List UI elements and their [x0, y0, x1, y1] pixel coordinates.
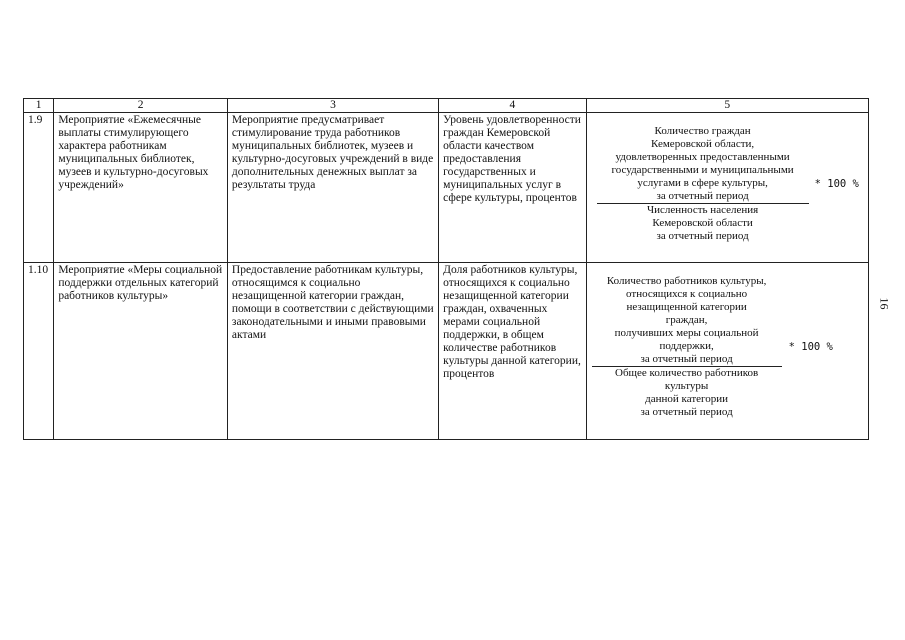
- header-cell-4: 4: [439, 99, 586, 113]
- denominator: [647, 204, 758, 243]
- header-cell-3: 3: [227, 99, 438, 113]
- numerator-line: относящихся к социально: [626, 288, 748, 300]
- numerator-line: незащищенной категории: [626, 301, 747, 313]
- denominator-line: данной категории: [645, 393, 729, 405]
- numerator-line: Количество граждан: [654, 125, 751, 137]
- indicator-name: Уровень удовлетворенности граждан Кемеровской области качеством предоставления государственных и муниципальных услуг в сфере культуры, процентов: [439, 113, 586, 263]
- header-cell-1: 1: [24, 99, 54, 113]
- header-cell-2: 2: [54, 99, 228, 113]
- numerator-line: за отчетный период: [656, 190, 749, 202]
- event-name: Мероприятие «Меры социальной поддержки отдельных категорий работников культуры»: [54, 263, 228, 440]
- formula: [597, 125, 864, 243]
- numerator-line: Кемеровской области,: [651, 138, 755, 150]
- multiplier: * 100 %: [788, 340, 833, 353]
- header-row: [24, 99, 869, 113]
- denominator-line: Численность населения: [647, 204, 759, 216]
- row-number: 1.9: [24, 113, 54, 263]
- event-description: Мероприятие предусматривает стимулирование труда работников муниципальных библиотек, музеев и культурно-досуговых учреждений в виде дополнительных денежных выплат за результаты труда: [227, 113, 438, 263]
- numerator-line: услугами в сфере культуры,: [637, 177, 768, 189]
- table-row: [24, 113, 869, 263]
- numerator-line: удовлетворенных предоставленными: [615, 151, 790, 163]
- denominator-line: культуры: [664, 380, 709, 392]
- formula: [591, 275, 864, 419]
- numerator-line: граждан,: [665, 314, 708, 326]
- denominator-line: за отчетный период: [640, 406, 733, 418]
- formula-cell: [586, 113, 868, 263]
- fraction: [591, 275, 783, 419]
- denominator: [615, 367, 758, 419]
- row-number: 1.10: [24, 263, 54, 440]
- multiplier: * 100 %: [814, 177, 859, 190]
- denominator-line: Общее количество работников: [615, 367, 759, 379]
- numerator-line: за отчетный период: [640, 353, 733, 365]
- numerator-line: получивших меры социальной: [614, 327, 759, 339]
- formula-cell: [586, 263, 868, 440]
- denominator-line: Кемеровской области: [652, 217, 753, 229]
- header-cell-5: 5: [586, 99, 868, 113]
- numerator-line: Количество работников культуры,: [606, 275, 767, 287]
- numerator-line: поддержки,: [659, 340, 714, 352]
- event-description: Предоставление работникам культуры, относящимся к социально незащищенной категории граждан, помощи в соответствии с действующими законодательными и иными правовыми актами: [227, 263, 438, 440]
- indicators-table: [23, 98, 869, 440]
- denominator-line: за отчетный период: [656, 230, 749, 242]
- table-row: [24, 263, 869, 440]
- fraction: [597, 125, 809, 243]
- event-name: Мероприятие «Ежемесячные выплаты стимулирующего характера работникам муниципальных библиотек, музеев и культурно-досуговых учреждений»: [54, 113, 228, 263]
- indicator-name: Доля работников культуры, относящихся к социально незащищенной категории граждан, охваченных мерами социальной поддержки, в общем количестве работников культуры данной категории, процентов: [439, 263, 586, 440]
- numerator-line: государственными и муниципальными: [611, 164, 794, 176]
- numerator: [607, 275, 767, 366]
- numerator: [612, 125, 794, 203]
- page-number: 16: [877, 297, 892, 310]
